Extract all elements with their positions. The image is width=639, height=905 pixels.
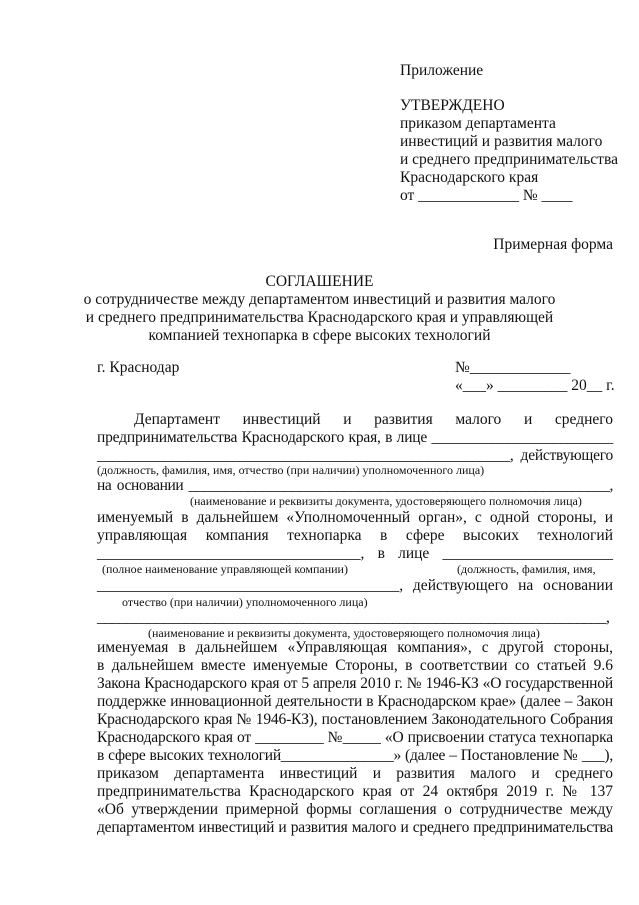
title-line: компанией технопарка в сфере высоких технологий	[148, 327, 491, 344]
field-caption: (должность, фамилия, имя, отчество (при наличии) уполномоченного лица)	[97, 463, 485, 477]
field-caption: (должность, фамилия, имя,	[457, 562, 596, 576]
field-caption: (наименование и реквизиты документа, удостоверяющего полномочия лица)	[148, 626, 540, 640]
body-line: именуемая в дальнейшем «Управляющая компания», с другой стороны,	[97, 639, 613, 656]
agreement-date: «___» _________ 20__ г.	[455, 377, 615, 394]
title-line: о сотрудничестве между департаментом инвестиций и развития малого	[83, 291, 556, 308]
body-line: в дальнейшем вместе именуемые Стороны, в соответствии со статьей 9.6	[97, 657, 613, 674]
approval-line: приказом департамента	[400, 115, 556, 132]
body-line: на основании _________________________________________________________,	[97, 477, 613, 494]
field-caption: отчество (при наличии) уполномоченного лица)	[122, 595, 368, 609]
body-line: именуемый в дальнейшем «Уполномоченный орган», с одной стороны, и	[97, 509, 613, 526]
city: г. Краснодар	[97, 359, 180, 376]
form-label: Примерная форма	[493, 236, 613, 253]
body-line: предпринимательства Краснодарского края от 24 октября 2019 г. № 137	[97, 783, 613, 800]
field-caption: (наименование и реквизиты документа, удостоверяющего полномочия лица)	[190, 494, 582, 508]
body-line: __________________________________, в лице ______________________	[97, 545, 613, 562]
body-line: _______________________________________, действующего на основании	[97, 577, 613, 594]
body-line: «Об утверждении примерной формы соглашения о сотрудничестве между	[97, 801, 613, 818]
field-caption: (полное наименование управляющей компании)	[102, 562, 348, 576]
body-line: департаментом инвестиций и развития малого и среднего предпринимательства	[97, 819, 613, 836]
approved-heading: УТВЕРЖДЕНО	[400, 97, 505, 114]
body-line: предпринимательства Краснодарского края, в лице ________________________	[97, 429, 613, 446]
approval-line: Краснодарского края	[400, 169, 539, 186]
body-line: приказом департамента инвестиций и развития малого и среднего	[97, 765, 613, 782]
body-line: Краснодарского края от _________ №_____ «О присвоении статуса технопарка	[97, 729, 613, 746]
body-line: Департамент инвестиций и развития малого и среднего	[134, 411, 613, 428]
body-line: поддержке инновационной деятельности в Краснодарском крае» (далее – Закон	[97, 693, 613, 710]
approval-line: инвестиций и развития малого	[400, 133, 603, 150]
approval-date-number: от _____________ № ____	[400, 187, 573, 204]
body-line: управляющая компания технопарка в сфере высоких технологий	[97, 527, 613, 544]
agreement-number: №_____________	[455, 359, 571, 376]
approval-line: и среднего предпринимательства	[400, 151, 618, 168]
body-line: _____________________________________________________________________,	[97, 609, 610, 626]
appendix-label: Приложение	[400, 62, 484, 79]
body-line: Закона Краснодарского края от 5 апреля 2010 г. № 1946-КЗ «О государственной	[97, 675, 613, 692]
body-line: Краснодарского края № 1946-КЗ), постановлением Законодательного Собрания	[97, 711, 613, 728]
body-line: в сфере высоких технологий_______________» (далее – Постановление № ___),	[97, 747, 613, 764]
title-line: и среднего предпринимательства Краснодарского края и управляющей	[85, 309, 554, 326]
document-title: СОГЛАШЕНИЕ	[265, 273, 374, 290]
body-line: _______________________________________________________, действующего	[97, 447, 613, 464]
